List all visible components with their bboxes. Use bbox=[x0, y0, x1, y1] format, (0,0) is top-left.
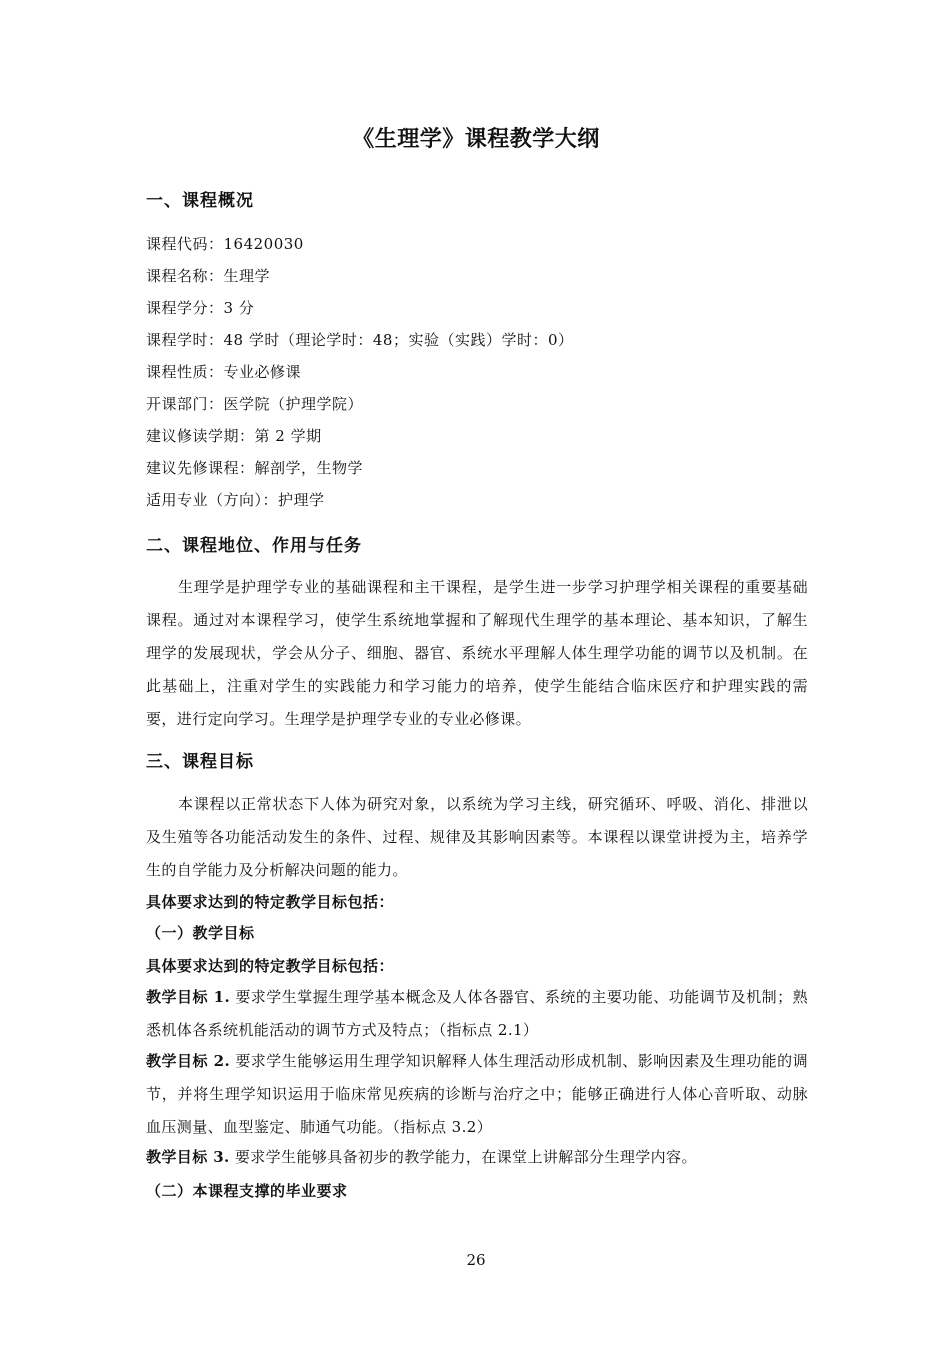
info-credits: 课程学分：3 分 bbox=[146, 299, 255, 317]
section-1-heading: 一、课程概况 bbox=[146, 191, 254, 211]
teaching-goal-2 bbox=[146, 1045, 808, 1144]
info-semester: 建议修读学期：第 2 学期 bbox=[146, 427, 322, 445]
goal-label: 教学目标 2. bbox=[146, 1052, 231, 1070]
goal-text: 要求学生能够运用生理学知识解释人体生理活动形成机制、影响因素及生理功能的调节，并将生理学知识运用于临床常见疾病的诊断与治疗之中；能够正确进行人体心音听取、动脉血压测量、血型鉴定、肺通气功能。（指标点 3.2） bbox=[146, 1052, 808, 1136]
requirement-label: 具体要求达到的特定教学目标包括： bbox=[146, 893, 395, 911]
info-prerequisites: 建议先修课程：解剖学，生物学 bbox=[146, 459, 364, 477]
goal-label: 教学目标 1. bbox=[146, 988, 231, 1006]
info-course-code: 课程代码：16420030 bbox=[146, 235, 304, 253]
goal-label: 教学目标 3. bbox=[146, 1148, 230, 1166]
page-number: 26 bbox=[466, 1251, 486, 1269]
section-3-paragraph: 本课程以正常状态下人体为研究对象，以系统为学习主线，研究循环、呼吸、消化、排泄以及生殖等各功能活动发生的条件、过程、规律及其影响因素等。本课程以课堂讲授为主，培养学生的自学能力及分析解决问题的能力。 bbox=[146, 795, 808, 879]
subsection-teaching-goals: （一）教学目标 bbox=[146, 924, 255, 942]
section-2-heading: 二、课程地位、作用与任务 bbox=[146, 536, 362, 556]
info-department: 开课部门：医学院（护理学院） bbox=[146, 395, 364, 413]
subsection-graduation-requirements: （二）本课程支撑的毕业要求 bbox=[146, 1182, 348, 1200]
goal-text: 要求学生能够具备初步的教学能力，在课堂上讲解部分生理学内容。 bbox=[229, 1148, 697, 1166]
section-2-paragraph: 生理学是护理学专业的基础课程和主干课程，是学生进一步学习护理学相关课程的重要基础课程。通过对本课程学习，使学生系统地掌握和了解现代生理学的基本理论、基本知识，了解生理学的发展现状，学会从分子、细胞、器官、系统水平理解人体生理学功能的调节以及机制。在此基础上，注重对学生的实践能力和学习能力的培养，使学生能结合临床医疗和护理实践的需要，进行定向学习。生理学是护理学专业的专业必修课。 bbox=[146, 578, 808, 728]
info-major: 适用专业（方向）：护理学 bbox=[146, 491, 325, 509]
teaching-goal-1 bbox=[146, 981, 808, 1047]
info-nature: 课程性质：专业必修课 bbox=[146, 363, 302, 381]
info-hours: 课程学时：48 学时（理论学时：48；实验（实践）学时：0） bbox=[146, 331, 574, 349]
info-course-name: 课程名称：生理学 bbox=[146, 267, 271, 285]
page-title: 《生理学》课程教学大纲 bbox=[352, 126, 600, 152]
teaching-goal-3 bbox=[146, 1141, 808, 1174]
section-3-heading: 三、课程目标 bbox=[146, 752, 254, 772]
goal-text: 要求学生掌握生理学基本概念及人体各器官、系统的主要功能、功能调节及机制；熟悉机体各系统机能活动的调节方式及特点；（指标点 2.1） bbox=[146, 988, 808, 1039]
requirement-label: 具体要求达到的特定教学目标包括： bbox=[146, 957, 395, 975]
